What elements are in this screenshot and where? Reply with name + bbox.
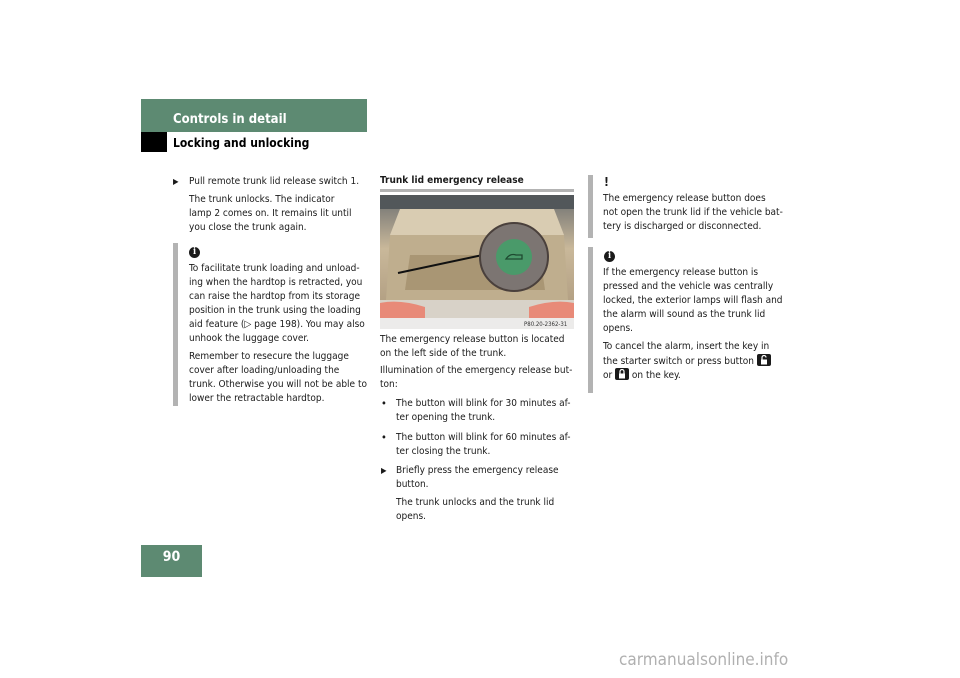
info-line: To cancel the alarm, insert the key in [603, 341, 770, 352]
result-line: The trunk unlocks and the trunk lid [396, 497, 555, 508]
result-line: you close the trunk again. [189, 222, 307, 233]
note-line: can raise the hardtop from its storage [189, 291, 360, 302]
info-line: If the emergency release button is [603, 267, 759, 278]
step-text: Pull remote trunk lid release switch 1. [189, 176, 360, 187]
warning-line: tery is discharged or disconnected. [603, 221, 762, 232]
bullet-line: ter closing the trunk. [396, 446, 491, 457]
paragraph-line: The emergency release button is located [380, 334, 565, 345]
bullet-line: The button will blink for 60 minutes af- [396, 432, 571, 443]
step-text: button. [396, 479, 429, 490]
info-icon: i [604, 251, 615, 262]
result-line: lamp 2 comes on. It remains lit until [189, 208, 352, 219]
note-line: lower the retractable hardtop. [189, 393, 325, 404]
lock-key-icon [615, 368, 629, 380]
info-line: locked, the exterior lamps will flash and [603, 295, 783, 306]
bullet-icon: • [381, 397, 387, 410]
watermark: carmanualsonline.info [619, 650, 789, 670]
paragraph-line: Illumination of the emergency release but- [380, 365, 573, 376]
note-bar [173, 243, 178, 406]
info-line-text: or [603, 370, 613, 381]
info-line-text: on the key. [631, 370, 681, 381]
section-title: Controls in detail [173, 112, 287, 127]
bullet-icon: • [381, 431, 387, 444]
info-line-text: the starter switch or press button [603, 356, 754, 367]
info-line [603, 354, 771, 369]
info-line: opens. [603, 323, 633, 334]
info-line: pressed and the vehicle was centrally [603, 281, 774, 292]
note-line: Remember to resecure the luggage [189, 351, 349, 362]
warning-line: The emergency release button does [603, 193, 766, 204]
page-number: 90 [162, 549, 181, 565]
subsection-heading: Trunk lid emergency release [380, 175, 524, 186]
info-bar [588, 247, 593, 393]
info-line: the alarm will sound as the trunk lid [603, 309, 766, 320]
header-marker [141, 132, 167, 152]
warning-bar [588, 175, 593, 238]
paragraph-line: ton: [380, 379, 398, 390]
heading-rule [380, 189, 574, 192]
result-line: opens. [396, 511, 426, 522]
bullet-line: ter opening the trunk. [396, 412, 496, 423]
info-line [603, 368, 681, 383]
paragraph-line: on the left side of the trunk. [380, 348, 507, 359]
unlock-key-icon [757, 354, 771, 366]
note-line: ing when the hardtop is retracted, you [189, 277, 363, 288]
note-line: To facilitate trunk loading and unload- [189, 263, 360, 274]
note-line: trunk. Otherwise you will not be able to [189, 379, 367, 390]
exclamation-icon: ! [604, 175, 609, 189]
info-icon: i [189, 247, 200, 258]
note-line: aid feature (▷ page 198). You may also [189, 319, 365, 330]
note-line: position in the trunk using the loading [189, 305, 361, 316]
note-line: unhook the luggage cover. [189, 333, 309, 344]
subsection-title: Locking and unlocking [173, 136, 310, 150]
trunk-photo [380, 195, 574, 329]
note-line: cover after loading/unloading the [189, 365, 340, 376]
step-arrow-icon: ▶ [173, 177, 179, 186]
bullet-line: The button will blink for 30 minutes af- [396, 398, 571, 409]
step-text: Briefly press the emergency release [396, 465, 559, 476]
step-arrow-icon: ▶ [381, 466, 387, 475]
result-line: The trunk unlocks. The indicator [189, 194, 335, 205]
warning-line: not open the trunk lid if the vehicle bat- [603, 207, 783, 218]
image-code: P80.20-2362-31 [524, 321, 568, 328]
